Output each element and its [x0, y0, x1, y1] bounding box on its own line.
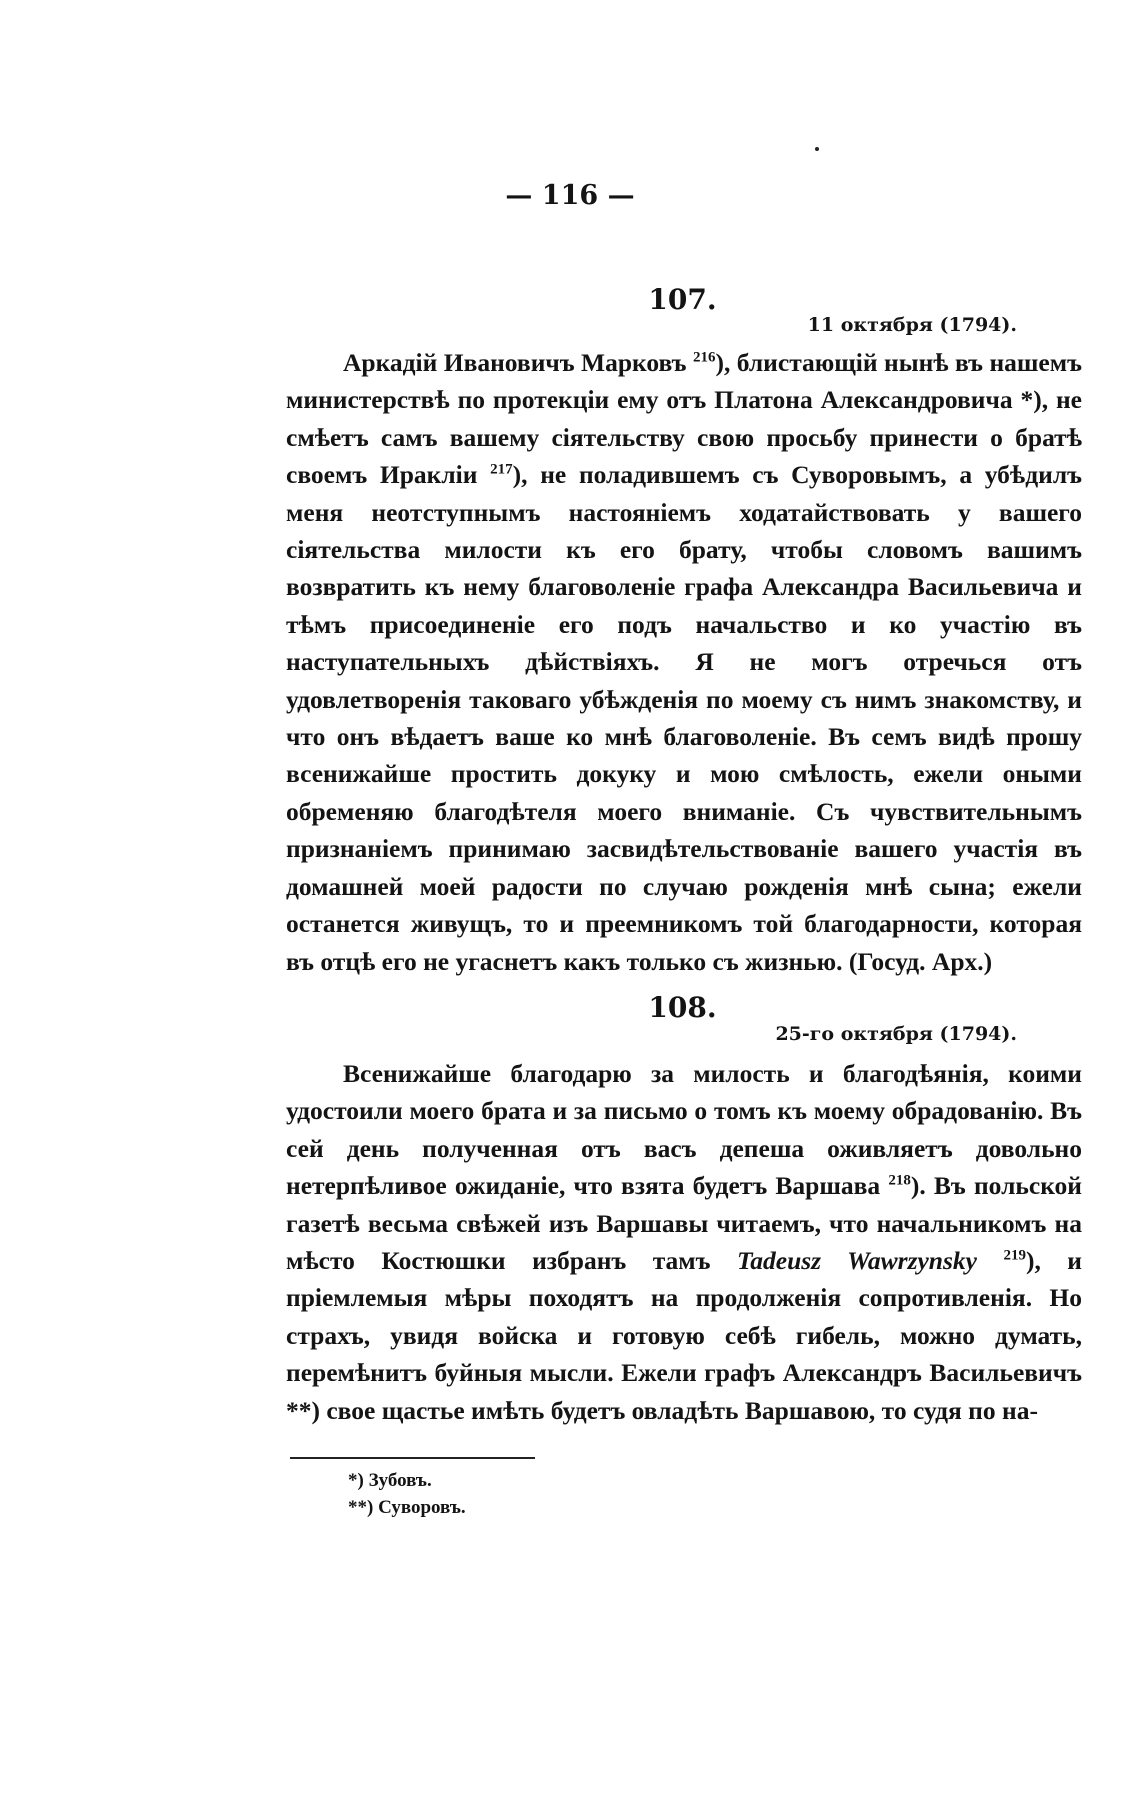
page-number: — 116 — [505, 180, 635, 211]
letter-number: 108. [648, 991, 717, 1024]
footnote-divider [290, 1457, 535, 1459]
letter-body [286, 344, 1082, 980]
letter-body [286, 1055, 1082, 1429]
letter-paragraph: Аркадій Ивановичъ Марковъ $^{216}$), блистающій нынѣ въ нашемъ министерствѣ по протекціи ему отъ Платона Александровича *), не смѣетъ самъ вашему сіятельству свою просьбу принести о братѣ своемъ Иракліи $^{217}$), не поладившемъ съ Суворовымъ, а убѣдилъ меня неотступнымъ настояніемъ ходатайствовать у вашего сіятельства милости къ его брату, чтобы словомъ вашимъ возвратить къ нему благоволеніе графа Александра Васильевича и тѣмъ присоединеніе его подъ начальство и ко участію въ наступательныхъ дѣйствіяхъ. Я не могъ отречься отъ удовлетворенія таковаго убѣжденія по моему съ нимъ знакомству, и что онъ вѣдаетъ ваше ко мнѣ благоволеніе. Въ семъ видѣ прошу всенижайше простить докуку и мою смѣлость, ежели оными обременяю благодѣтеля моего вниманіе. Съ чувствительнымъ признаніемъ принимаю засвидѣтельствованіе вашего участія въ домашней моей радости по случаю рожденія мнѣ сына; ежели останется живущъ, то и преемникомъ той благодарности, которая въ отцѣ его не угаснетъ какъ только съ жизнью. (Госуд. Арх.) [286, 348, 1082, 976]
footnote: *) Зубовъ. [348, 1470, 432, 1491]
speck [815, 147, 819, 151]
letter-number: 107. [648, 283, 717, 316]
letter-date: 11 октября (1794). [807, 314, 1017, 336]
letter-paragraph: Всенижайше благодарю за милость и благодѣянія, коими удостоили моего брата и за письмо о томъ къ моему обрадованію. Въ сей день полученная отъ васъ депеша оживляетъ довольно нетерпѣливое ожиданіе, что взята будетъ Варшава $^{218}$). Въ польской газетѣ весьма свѣжей изъ Варшавы читаемъ, что начальникомъ на мѣсто Костюшки избранъ тамъ Tadeusz Wawrzynsky $^{219}$), и пріемлемыя мѣры походятъ на продолженія сопротивленія. Но страхъ, увидя войска и готовую себѣ гибель, можно думать, перемѣнитъ буйныя мысли. Ежели графъ Александръ Васильевичъ **) свое щастье имѣть будетъ овладѣть Варшавою, то судя по на- [286, 1059, 1082, 1425]
footnote: **) Суворовъ. [348, 1497, 466, 1518]
letter-date: 25-го октября (1794). [775, 1023, 1017, 1045]
